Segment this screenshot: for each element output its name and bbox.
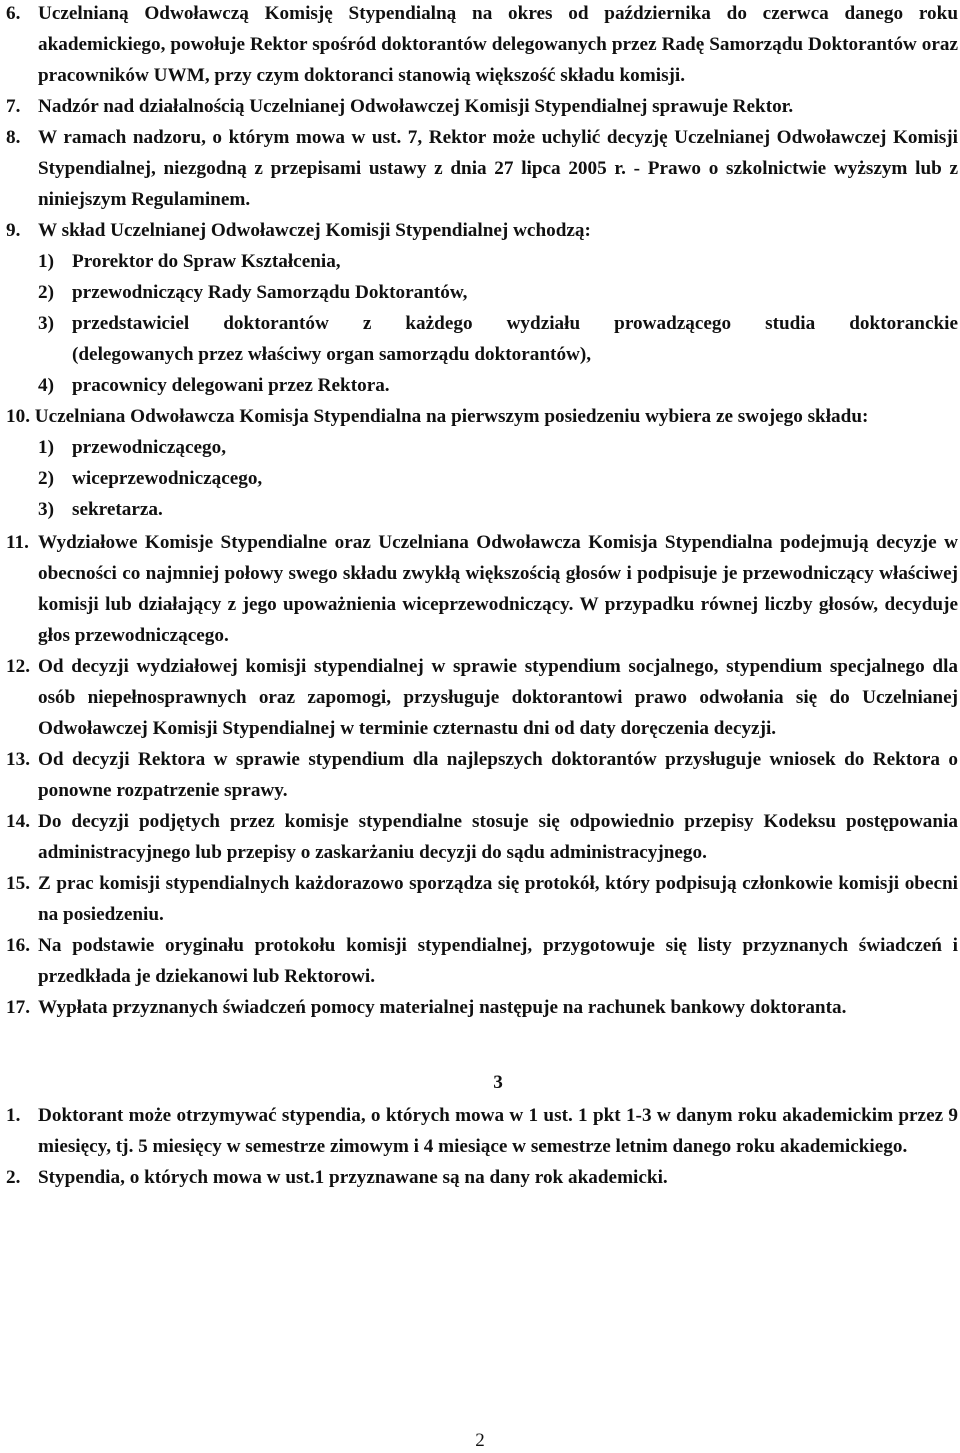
- page-number: 2: [475, 1430, 485, 1451]
- paragraph-11: [6, 527, 958, 651]
- paragraph-number: 9.: [6, 220, 21, 241]
- list-item: [6, 246, 958, 277]
- paragraph-text: Uczelniana Odwoławcza Komisja Stypendialna na pierwszym posiedzeniu wybiera ze swojego składu:: [34, 406, 869, 427]
- paragraph-number: 10.: [6, 406, 30, 427]
- list-item: [6, 463, 958, 494]
- paragraph-text: Uczelnianą Odwoławczą Komisję Stypendialną na okres od października do czerwca danego roku akademickiego, powołuje Rektor spośród doktorantów delegowanych przez Radę Samorządu Doktorantów oraz pracowników UWM, przy czym doktoranci stanowią większość składu komisji.: [38, 3, 958, 86]
- paragraph-text: Wydziałowe Komisje Stypendialne oraz Uczelniana Odwoławcza Komisja Stypendialna podejmują decyzje w obecności co najmniej połowy swego składu zwykłą większością głosów i podpisuje je przewodniczący właściwej komisji lub działający z jego upoważnienia wiceprzewodniczący. W przypadku równej liczby głosów, decyduje głos przewodniczącego.: [38, 532, 958, 646]
- paragraph-15: [6, 868, 958, 930]
- list-item-number: 2): [38, 282, 54, 303]
- paragraph-number: 2.: [6, 1167, 21, 1188]
- paragraph-number: 8.: [6, 127, 21, 148]
- list-item-text: przedstawiciel doktorantów z każdego wydziału prowadzącego studia doktoranckie: [72, 313, 958, 334]
- list-item-text: (delegowanych przez właściwy organ samorządu doktorantów),: [72, 344, 592, 365]
- paragraph-number: 16.: [6, 935, 30, 956]
- paragraph-text: Od decyzji wydziałowej komisji stypendialnej w sprawie stypendium socjalnego, stypendium specjalnego dla osób niepełnosprawnych oraz zapomogi, przysługuje doktorantowi prawo odwołania się do Uczelnianej Odwoławczej Komisji Stypendialnej w terminie czternastu dni od daty doręczenia decyzji.: [38, 656, 958, 739]
- paragraph-text: W skład Uczelnianej Odwoławczej Komisji Stypendialnej wchodzą:: [38, 220, 591, 241]
- paragraph-10: [6, 401, 958, 432]
- list-item: [6, 370, 958, 401]
- list-item: [6, 308, 958, 339]
- list-item-text: wiceprzewodniczącego,: [72, 468, 263, 489]
- paragraph-number: 14.: [6, 811, 30, 832]
- paragraph-text: Doktorant może otrzymywać stypendia, o których mowa w 1 ust. 1 pkt 1-3 w danym roku akademickim przez 9 miesięcy, tj. 5 miesięcy w semestrze zimowym i 4 miesiące w semestrze letnim danego roku akademickiego.: [38, 1105, 958, 1157]
- paragraph-number: 6.: [6, 3, 21, 24]
- paragraph-8: [6, 122, 958, 215]
- paragraph-16: [6, 930, 958, 992]
- list-item-text: przewodniczący Rady Samorządu Doktorantów,: [72, 282, 468, 303]
- paragraph-text: Wypłata przyznanych świadczeń pomocy materialnej następuje na rachunek bankowy doktoranta.: [38, 997, 847, 1018]
- paragraph-14: [6, 806, 958, 868]
- paragraph-17: [6, 992, 958, 1023]
- list-item-text: Prorektor do Spraw Kształcenia,: [72, 251, 341, 272]
- paragraph-number: 7.: [6, 96, 21, 117]
- paragraph-text: Nadzór nad działalnością Uczelnianej Odwoławczej Komisji Stypendialnej sprawuje Rektor.: [38, 96, 794, 117]
- paragraph-text: Od decyzji Rektora w sprawie stypendium dla najlepszych doktorantów przysługuje wniosek do Rektora o ponowne rozpatrzenie sprawy.: [38, 749, 958, 801]
- list-item: [6, 494, 958, 525]
- list-item-number: 1): [38, 251, 54, 272]
- paragraph-12: [6, 651, 958, 744]
- list-item-text: pracownicy delegowani przez Rektora.: [72, 375, 390, 396]
- list-item-text: przewodniczącego,: [72, 437, 226, 458]
- paragraph-text: Na podstawie oryginału protokołu komisji stypendialnej, przygotowuje się listy przyznanych świadczeń i przedkłada je dziekanowi lub Rektorowi.: [38, 935, 958, 987]
- list-item: [6, 277, 958, 308]
- list-item-text: sekretarza.: [72, 499, 163, 520]
- paragraph-7: [6, 91, 958, 122]
- list-item-number: 3): [38, 499, 54, 520]
- paragraph-number: 17.: [6, 997, 30, 1018]
- paragraph-text: Do decyzji podjętych przez komisje stypendialne stosuje się odpowiednio przepisy Kodeksu postępowania administracyjnego lub przepisy o zaskarżaniu decyzji do sądu administracyjnego.: [38, 811, 958, 863]
- list-item-number: 3): [38, 313, 54, 334]
- paragraph-13: [6, 744, 958, 806]
- section-paragraph-2: [6, 1162, 958, 1193]
- section-heading: [6, 1067, 958, 1098]
- list-item: [6, 432, 958, 463]
- list-item-number: 1): [38, 437, 54, 458]
- paragraph-number: 11.: [6, 532, 29, 553]
- paragraph-number: 13.: [6, 749, 30, 770]
- list-item-number: 4): [38, 375, 54, 396]
- paragraph-6: [6, 0, 958, 91]
- paragraph-text: W ramach nadzoru, o którym mowa w ust. 7, Rektor może uchylić decyzję Uczelnianej Odwoławczej Komisji Stypendialnej, niezgodną z przepisami ustawy z dnia 27 lipca 2005 r. - Prawo o szkolnictwie wyższym lub z niniejszym Regulaminem.: [38, 127, 958, 210]
- paragraph-9: [6, 215, 958, 246]
- paragraph-text: Stypendia, o których mowa w ust.1 przyznawane są na dany rok akademicki.: [38, 1167, 668, 1188]
- list-item-number: 2): [38, 468, 54, 489]
- list-item-continuation: [6, 339, 958, 370]
- paragraph-number: 12.: [6, 656, 30, 677]
- paragraph-text: Z prac komisji stypendialnych każdorazowo sporządza się protokół, który podpisują członkowie komisji obecni na posiedzeniu.: [38, 873, 958, 925]
- section-paragraph-1: [6, 1100, 958, 1162]
- paragraph-number: 15.: [6, 873, 30, 894]
- section-number: 3: [493, 1072, 503, 1093]
- paragraph-number: 1.: [6, 1105, 21, 1126]
